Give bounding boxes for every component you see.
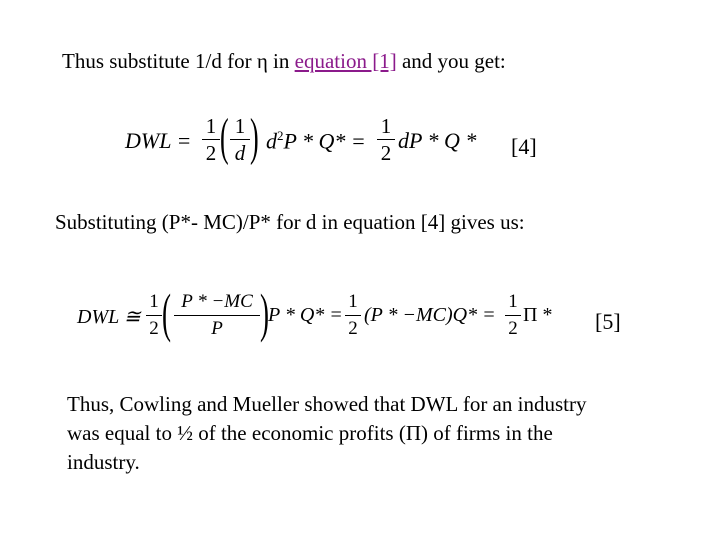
eq5-paren-open: ( xyxy=(162,283,171,343)
fraction-bar xyxy=(146,315,162,316)
eq4-frac1-num: 1 xyxy=(205,114,217,138)
eq4-tag: [4] xyxy=(511,134,537,159)
eq4-mid-rest: P * Q* = xyxy=(283,128,366,154)
eq5-frac-markup xyxy=(174,290,260,341)
eq5-mid2: (P * −MC)Q* = xyxy=(364,304,496,326)
eq4-paren-close: ) xyxy=(250,109,259,166)
eq5-frac1-den: 2 xyxy=(149,318,159,339)
fraction-bar xyxy=(345,315,361,316)
eq4-frac3-num: 1 xyxy=(380,114,392,138)
conclusion-text xyxy=(67,390,586,477)
eq5-frac3-num: 1 xyxy=(348,291,358,312)
eq4-frac1-den: 2 xyxy=(205,141,217,165)
eq5-tag: [5] xyxy=(595,309,621,334)
fraction-bar xyxy=(174,315,260,316)
eq5-frac-half xyxy=(146,290,162,341)
eq4-mid-sup: 2 xyxy=(277,128,284,143)
substituting-text: Substituting (P*- MC)/P* for d in equation [4] gives us: xyxy=(55,210,525,234)
eq4-end: dP * Q * xyxy=(398,128,477,153)
intro-after: and you get: xyxy=(396,49,506,73)
intro-before: Thus substitute 1/d for η in xyxy=(62,49,295,73)
eq4-paren-open: ( xyxy=(220,109,229,166)
eq5-frac-half-2 xyxy=(345,290,361,341)
eq5-frac1-num: 1 xyxy=(149,291,159,312)
eq4-frac3-den: 2 xyxy=(380,141,392,165)
eq5-mid: P * Q* = xyxy=(268,304,343,326)
eq4-frac2-num: 1 xyxy=(234,114,246,138)
conclusion-line-2: was equal to ½ of the economic profits (Π) of firms in the xyxy=(67,421,553,445)
eq5-lhs: DWL ≅ xyxy=(77,306,141,328)
eq5-frac4-den: 2 xyxy=(508,318,518,339)
equation-1-link[interactable]: equation [1] xyxy=(294,49,397,73)
conclusion-line-1: Thus, Cowling and Mueller showed that DWL for an industry xyxy=(67,392,587,416)
eq5-frac-half-3 xyxy=(505,290,521,341)
eq5-frac3-den: 2 xyxy=(348,318,358,339)
eq5-frac2-den: P xyxy=(211,318,223,339)
eq5-frac4-num: 1 xyxy=(508,291,518,312)
fraction-bar xyxy=(505,315,521,316)
eq5-frac2-num: P * −MC xyxy=(181,291,253,312)
conclusion-line-3: industry. xyxy=(67,450,140,474)
eq4-mid-d: d xyxy=(266,128,277,154)
eq5-end: Π * xyxy=(523,304,553,326)
eq5-paren-close: ) xyxy=(260,283,269,343)
eq4-frac2-den: d xyxy=(234,141,246,165)
eq4-lhs: DWL = xyxy=(125,128,192,153)
